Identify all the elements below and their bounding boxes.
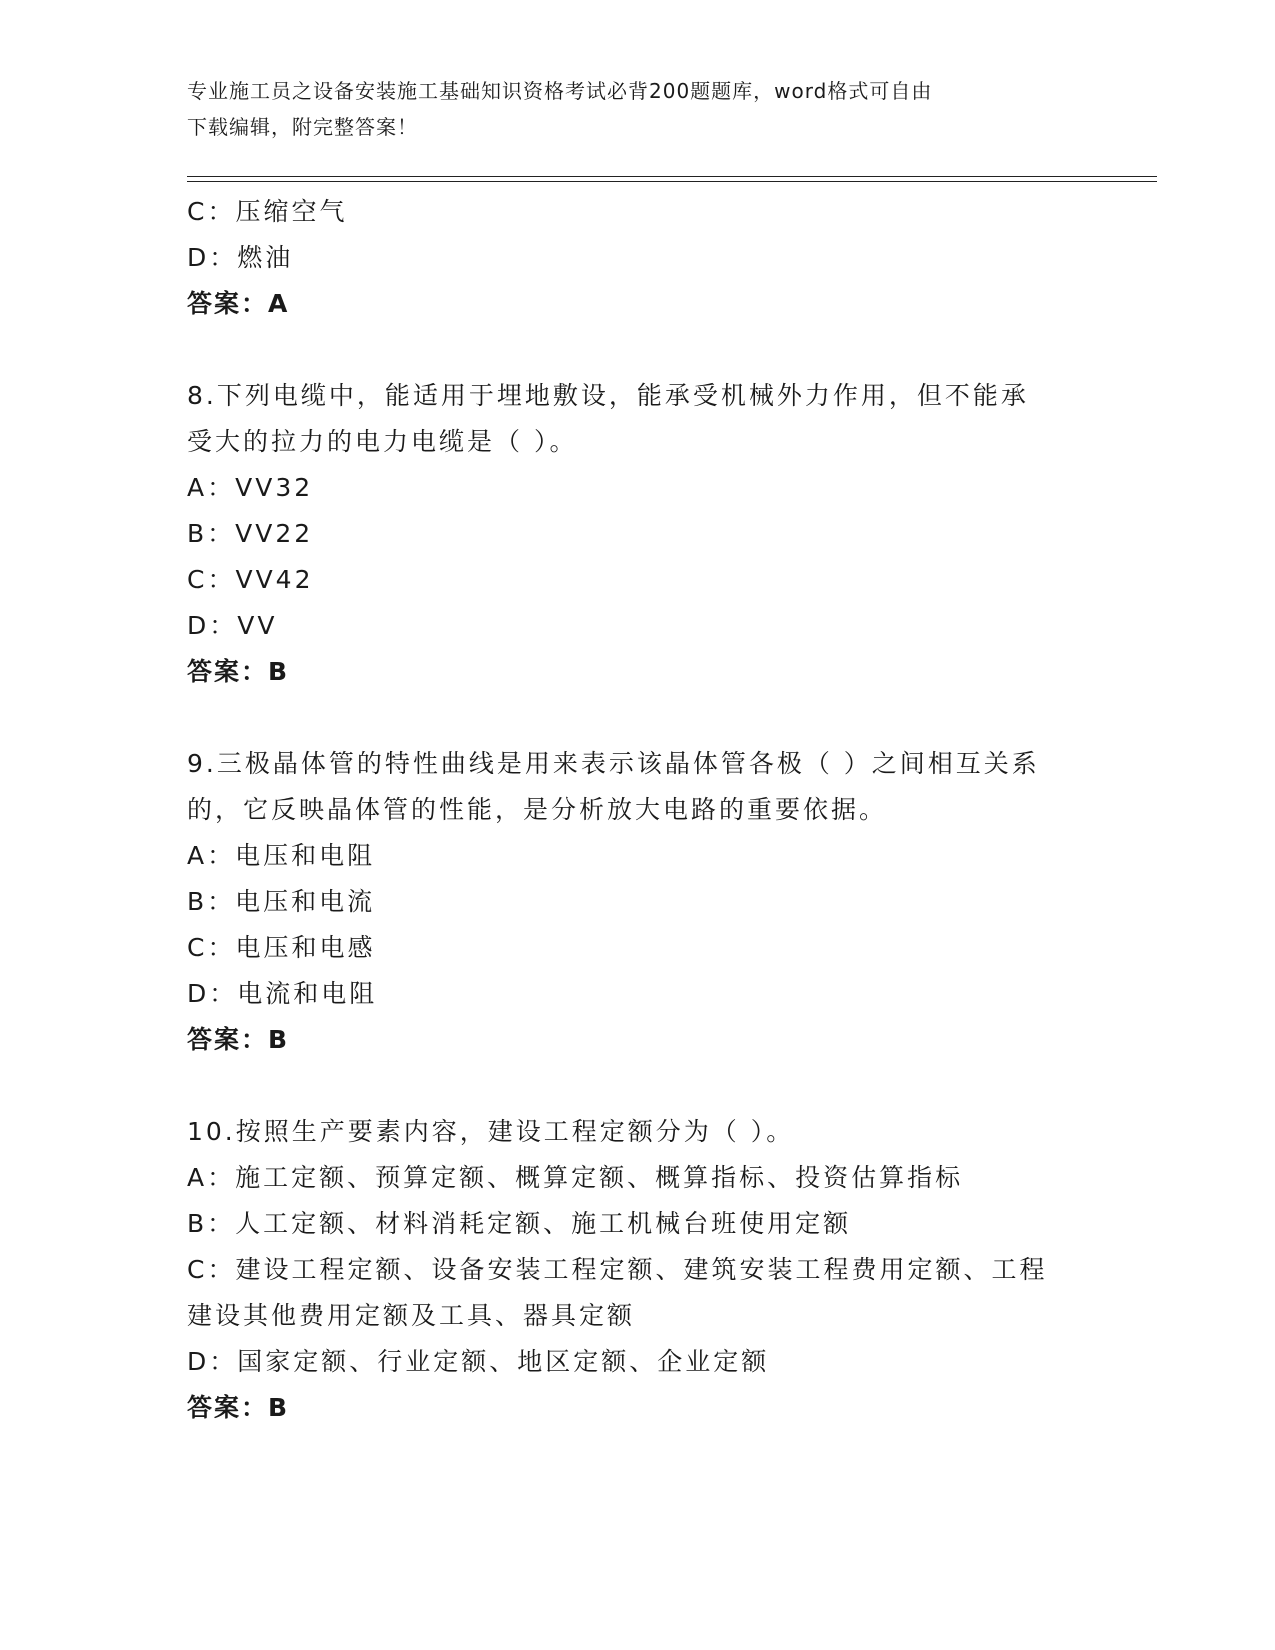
option-label: D： <box>187 611 238 640</box>
option-text: 电压和电流 <box>235 887 376 916</box>
header-line-2: 下载编辑，附完整答案！ <box>187 115 418 139</box>
option-d <box>187 971 1087 1017</box>
option-d <box>187 235 1087 281</box>
question-text-line: 10.按照生产要素内容，建设工程定额分为（ ）。 <box>187 1117 795 1146</box>
spacer <box>187 327 1087 373</box>
option-text: 电压和电阻 <box>235 841 376 870</box>
option-label: A： <box>187 1163 236 1192</box>
option-text: 燃油 <box>237 243 294 272</box>
option-c <box>187 189 1087 235</box>
option-b <box>187 511 1087 557</box>
option-c-continued: 建设其他费用定额及工具、器具定额 <box>187 1301 636 1330</box>
option-text: 施工定额、预算定额、概算定额、概算指标、投资估算指标 <box>235 1163 964 1192</box>
header-line-1: 专业施工员之设备安装施工基础知识资格考试必背200题题库，word格式可自由 <box>187 79 933 103</box>
header-divider <box>187 176 1157 182</box>
option-label: D： <box>187 1347 238 1376</box>
option-text: 压缩空气 <box>235 197 348 226</box>
option-label: A： <box>187 841 236 870</box>
question-8 <box>187 373 1087 695</box>
question-text-line: 的，它反映晶体管的性能，是分析放大电路的重要依据。 <box>187 795 888 824</box>
question-9 <box>187 741 1087 1063</box>
option-d <box>187 1339 1087 1385</box>
answer-line: 答案：B <box>187 1393 290 1422</box>
option-c <box>187 557 1087 603</box>
question-text-line: 9.三极晶体管的特性曲线是用来表示该晶体管各极（ ）之间相互关系 <box>187 749 1040 778</box>
option-b <box>187 1201 1087 1247</box>
option-label: C： <box>187 197 236 226</box>
option-a <box>187 465 1087 511</box>
option-text: VV42 <box>235 565 314 594</box>
question-text-line: 8.下列电缆中，能适用于埋地敷设，能承受机械外力作用，但不能承 <box>187 381 1029 410</box>
option-b <box>187 879 1087 925</box>
option-text: VV <box>237 611 278 640</box>
option-c <box>187 1247 1087 1293</box>
option-text: VV22 <box>235 519 314 548</box>
answer-line: 答案：A <box>187 289 290 318</box>
question-10 <box>187 1109 1087 1431</box>
option-a <box>187 1155 1087 1201</box>
option-label: D： <box>187 979 238 1008</box>
option-text: 电压和电感 <box>235 933 376 962</box>
option-label: C： <box>187 1255 236 1284</box>
option-text: VV32 <box>235 473 314 502</box>
option-d <box>187 603 1087 649</box>
option-label: C： <box>187 565 236 594</box>
option-text: 建设工程定额、设备安装工程定额、建筑安装工程费用定额、工程 <box>235 1255 1048 1284</box>
answer-line: 答案：B <box>187 1025 290 1054</box>
previous-question-tail <box>187 189 1087 327</box>
option-text: 电流和电阻 <box>237 979 378 1008</box>
question-text-line: 受大的拉力的电力电缆是（ ）。 <box>187 427 578 456</box>
document-header <box>187 73 1087 145</box>
question-content <box>187 189 1087 1431</box>
option-label: B： <box>187 519 236 548</box>
spacer <box>187 1063 1087 1109</box>
option-label: B： <box>187 887 236 916</box>
option-label: D： <box>187 243 238 272</box>
option-a <box>187 833 1087 879</box>
option-text: 国家定额、行业定额、地区定额、企业定额 <box>237 1347 770 1376</box>
option-text: 人工定额、材料消耗定额、施工机械台班使用定额 <box>235 1209 852 1238</box>
answer-line: 答案：B <box>187 657 290 686</box>
spacer <box>187 695 1087 741</box>
option-label: C： <box>187 933 236 962</box>
option-label: B： <box>187 1209 236 1238</box>
option-label: A： <box>187 473 236 502</box>
option-c <box>187 925 1087 971</box>
